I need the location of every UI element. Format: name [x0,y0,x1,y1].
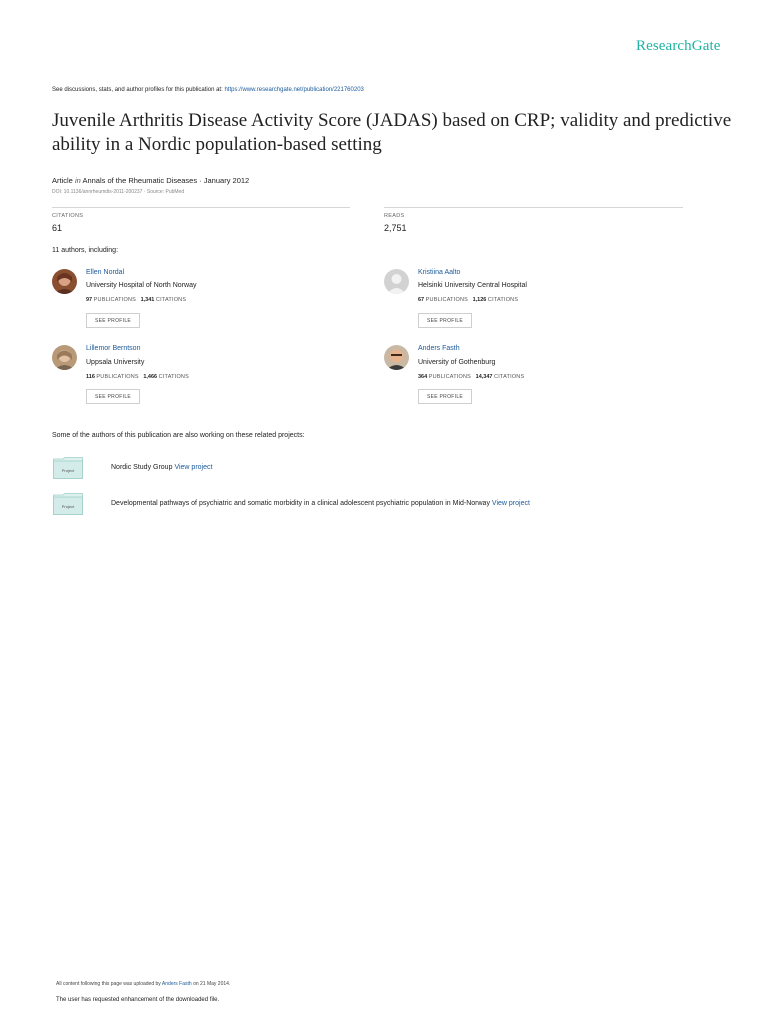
author-avatar[interactable] [52,269,77,294]
citation-count: 1,341 [140,297,155,303]
see-profile-button[interactable]: SEE PROFILE [418,313,472,328]
author-institution: Uppsala University [86,359,145,366]
discussion-line [52,87,364,93]
authors-heading: 11 authors, including: [52,247,119,254]
citation-count: 1,466 [143,374,158,380]
project-name: Developmental pathways of psychiatric and somatic morbidity in a clinical adolescent psychiatric population in Mid-Norway [111,500,490,507]
citations-label: CITATIONS [52,213,84,219]
citation-label: CITATIONS [487,297,519,303]
view-project-link[interactable]: View project [491,500,530,507]
author-avatar[interactable] [52,345,77,370]
reads-divider [384,207,683,208]
author-stats [86,374,189,380]
see-profile-button[interactable]: SEE PROFILE [86,313,140,328]
author-avatar[interactable] [384,345,409,370]
author-institution: University Hospital of North Norway [86,282,197,289]
upload-note [56,981,230,987]
projects-heading: Some of the authors of this publication are also working on these related projects: [52,432,305,439]
author-name-link[interactable]: Anders Fasth [418,345,460,352]
author-name-link[interactable]: Ellen Nordal [86,269,125,276]
enhancement-note: The user has requested enhancement of the downloaded file. [56,997,220,1003]
author-stats [86,297,186,303]
citations-divider [52,207,350,208]
project-item [111,464,212,471]
publication-label: PUBLICATIONS [96,374,139,380]
article-meta [52,176,249,185]
article-doi: DOI: 10.1136/annrheumdis-2011-200237 · Source: PubMed [52,189,185,195]
upload-suffix: on 21 May 2014. [193,981,231,987]
upload-prefix: All content following this page was uploaded by [56,981,161,987]
author-stats [418,297,518,303]
project-item [111,500,530,507]
publication-label: PUBLICATIONS [93,297,136,303]
uploader-link[interactable]: Anders Fasth [161,981,192,987]
reads-label: READS [384,213,405,219]
article-title: Juvenile Arthritis Disease Activity Score (JADAS) based on CRP; validity and predictive ability in a Nordic population-based setting [52,110,732,155]
view-project-link[interactable]: View project [174,464,213,471]
citations-value: 61 [52,223,63,233]
svg-text:Project: Project [61,468,75,473]
discussion-text: See discussions, stats, and author profiles for this publication at: [52,87,223,93]
researchgate-logo[interactable]: ResearchGate [636,38,721,54]
publication-count: 116 [86,374,95,380]
see-profile-button[interactable]: SEE PROFILE [418,389,472,404]
publication-count: 97 [86,297,93,303]
author-avatar-placeholder[interactable] [384,269,409,294]
author-name-link[interactable]: Lillemor Berntson [86,345,141,352]
author-institution: Helsinki University Central Hospital [418,282,527,289]
citation-count: 14,347 [475,374,493,380]
article-in: in [74,176,81,185]
citation-label: CITATIONS [494,374,525,380]
publication-label: PUBLICATIONS [428,374,472,380]
journal-name: Annals of the Rheumatic Diseases · January 2012 [82,176,250,185]
author-name-link[interactable]: Kristiina Aalto [418,269,461,276]
citation-count: 1,126 [472,297,487,303]
svg-text:Project: Project [61,504,75,509]
project-folder-icon [53,493,83,515]
publication-count: 67 [418,297,425,303]
publication-url-link[interactable]: https://www.researchgate.net/publication/221760203 [224,87,364,93]
article-type: Article [52,176,73,185]
see-profile-button[interactable]: SEE PROFILE [86,389,140,404]
publication-count: 364 [418,374,428,380]
author-stats [418,374,524,380]
project-folder-icon [53,457,83,479]
citation-label: CITATIONS [155,297,187,303]
reads-value: 2,751 [384,223,407,233]
author-institution: University of Gothenburg [418,359,496,366]
publication-label: PUBLICATIONS [425,297,468,303]
project-name: Nordic Study Group [111,464,173,471]
citation-label: CITATIONS [158,374,189,380]
